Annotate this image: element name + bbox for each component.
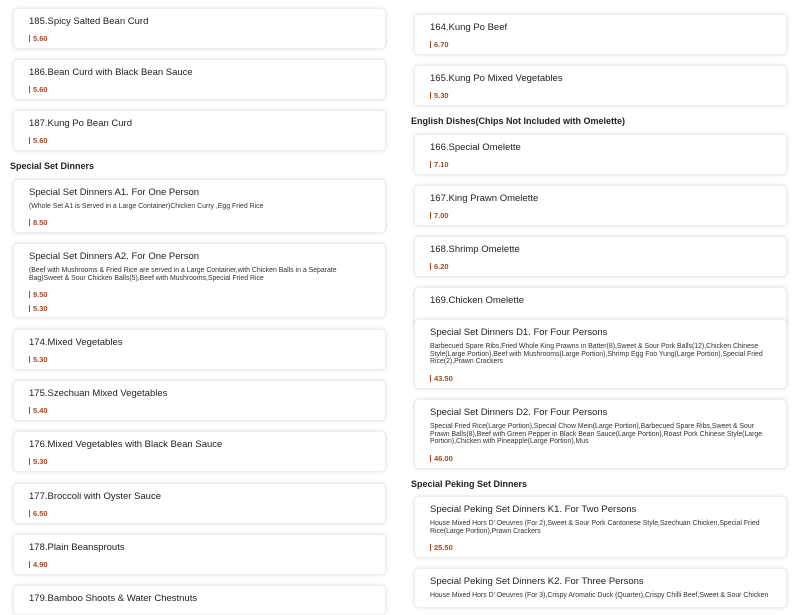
set-dinner-card[interactable]: [414, 399, 787, 469]
item-description: (Whole Set A1 is Served in a Large Container)Chicken Curry ,Egg Fried Rice: [29, 203, 264, 210]
currency-symbol-icon: [430, 212, 433, 219]
item-name: Special Set Dinners A1. For One Person: [29, 187, 200, 198]
currency-symbol-icon: [29, 510, 32, 517]
item-price: 6.70: [430, 40, 449, 49]
item-price: 5.30: [29, 355, 48, 364]
set-dinner-card[interactable]: [414, 568, 787, 608]
item-description: House Mixed Hors D' Oeuvres (For 2),Sweet & Sour Pork Cantonese Style,Szechuan Chicken,Special Fried Rice(Large Portion),Prawn Crackers: [430, 520, 760, 535]
item-price: 5.30: [430, 91, 449, 100]
menu-item-card[interactable]: [414, 236, 787, 277]
section-heading-english-dishes: English Dishes(Chips Not Included with Omelette): [411, 116, 626, 126]
currency-symbol-icon: [430, 161, 433, 168]
set-dinner-card[interactable]: [13, 179, 386, 233]
item-name: 175.Szechuan Mixed Vegetables: [29, 388, 168, 399]
item-name: 166.Special Omelette: [430, 142, 521, 153]
item-price: 5.40: [29, 406, 48, 415]
currency-symbol-icon: [29, 356, 32, 363]
item-price: 46.00: [430, 454, 453, 463]
currency-symbol-icon: [430, 92, 433, 99]
menu-item-card[interactable]: [13, 585, 386, 615]
currency-symbol-icon: [29, 35, 32, 42]
currency-symbol-icon: [430, 263, 433, 270]
item-name: 177.Broccoli with Oyster Sauce: [29, 491, 162, 502]
menu-item-card[interactable]: [13, 329, 386, 370]
item-description: House Mixed Hors D' Oeuvres (For 3),Crispy Aromatic Duck (Quarter),Crispy Chilli Beef,Sweet & Sour Chicken: [430, 592, 769, 599]
currency-symbol-icon: [29, 137, 32, 144]
item-name: 186.Bean Curd with Black Bean Sauce: [29, 67, 193, 78]
item-description: Special Fried Rice(Large Portion),Special Chow Mein(Large Portion),Barbecued Spare Ribs,Sweet & Sour Prawn Balls(8),Beef with Green Pepper in Black Bean Sauce(Large Portion),Roast Pork Chinese Style(Large Portion),Chicken with Pineapple(Large Portion),Mus: [430, 423, 763, 446]
item-price: 5.60: [29, 85, 48, 94]
set-dinner-card[interactable]: [414, 319, 787, 389]
item-price: 7.00: [430, 211, 449, 220]
currency-symbol-icon: [430, 455, 433, 462]
currency-symbol-icon: [430, 375, 433, 382]
menu-item-card[interactable]: [414, 134, 787, 175]
item-price: 8.50: [29, 218, 48, 227]
currency-symbol-icon: [29, 305, 32, 312]
set-dinner-card[interactable]: [13, 243, 386, 318]
menu-item-card[interactable]: [414, 185, 787, 226]
item-name: Special Set Dinners D1. For Four Persons: [430, 327, 608, 338]
item-price: 5.30: [29, 304, 48, 313]
item-name: 165.Kung Po Mixed Vegetables: [430, 73, 563, 84]
item-name: 174.Mixed Vegetables: [29, 337, 123, 348]
item-name: Special Peking Set Dinners K1. For Two Persons: [430, 504, 637, 515]
menu-item-card[interactable]: [414, 65, 787, 106]
item-name: 169.Chicken Omelette: [430, 295, 524, 306]
menu-item-card[interactable]: [13, 380, 386, 421]
currency-symbol-icon: [430, 41, 433, 48]
currency-symbol-icon: [29, 458, 32, 465]
currency-symbol-icon: [29, 291, 32, 298]
item-name: 185.Spicy Salted Bean Curd: [29, 16, 149, 27]
item-price: 5.60: [29, 136, 48, 145]
menu-item-card[interactable]: [13, 8, 386, 49]
item-price: 9.50: [29, 290, 48, 299]
item-name: 176.Mixed Vegetables with Black Bean Sauce: [29, 439, 223, 450]
section-heading-peking-set-dinners: Special Peking Set Dinners: [411, 479, 528, 489]
item-name: Special Set Dinners A2. For One Person: [29, 251, 200, 262]
item-name: Special Peking Set Dinners K2. For Three Persons: [430, 576, 644, 587]
currency-symbol-icon: [29, 561, 32, 568]
menu-item-card[interactable]: [13, 110, 386, 151]
item-name: 164.Kung Po Beef: [430, 22, 508, 33]
currency-symbol-icon: [29, 219, 32, 226]
menu-item-card[interactable]: [13, 483, 386, 524]
item-price: 6.20: [430, 262, 449, 271]
menu-item-card[interactable]: [13, 431, 386, 472]
item-price: 4.90: [29, 560, 48, 569]
item-name: 167.King Prawn Omelette: [430, 193, 539, 204]
item-name: 178.Plain Beansprouts: [29, 542, 125, 553]
currency-symbol-icon: [29, 86, 32, 93]
item-price: 5.30: [29, 457, 48, 466]
menu-item-card[interactable]: [13, 59, 386, 100]
item-price: 43.50: [430, 374, 453, 383]
item-description: (Beef with Mushrooms & Fried Rice are served in a Large Container,with Chicken Balls in a Separate Bag)Sweet & Sour Chicken Balls(5),Beef with Mushrooms,Special Fried Rice: [29, 267, 337, 282]
item-name: 168.Shrimp Omelette: [430, 244, 520, 255]
item-price: 25.50: [430, 543, 453, 552]
item-description: Barbecued Spare Ribs,Fried Whole King Prawns in Batter(8),Sweet & Sour Pork Balls(12),Chicken Chinese Style(Large Portion),Beef with Mushrooms(Large Portion),Shrimp Egg Foo Yung(Large Portion),Special Fried Rice(2),Prawn Crackers: [430, 343, 763, 366]
item-price: 5.60: [29, 34, 48, 43]
item-name: 179.Bamboo Shoots & Water Chestnuts: [29, 593, 198, 604]
menu-item-card[interactable]: [414, 14, 787, 55]
section-heading-set-dinners: Special Set Dinners: [10, 161, 95, 171]
item-name: Special Set Dinners D2. For Four Persons: [430, 407, 608, 418]
set-dinner-card[interactable]: [414, 496, 787, 558]
item-name: 187.Kung Po Bean Curd: [29, 118, 132, 129]
menu-item-card[interactable]: [13, 534, 386, 575]
item-price: 6.50: [29, 509, 48, 518]
currency-symbol-icon: [430, 544, 433, 551]
currency-symbol-icon: [29, 407, 32, 414]
item-price: 7.10: [430, 160, 449, 169]
